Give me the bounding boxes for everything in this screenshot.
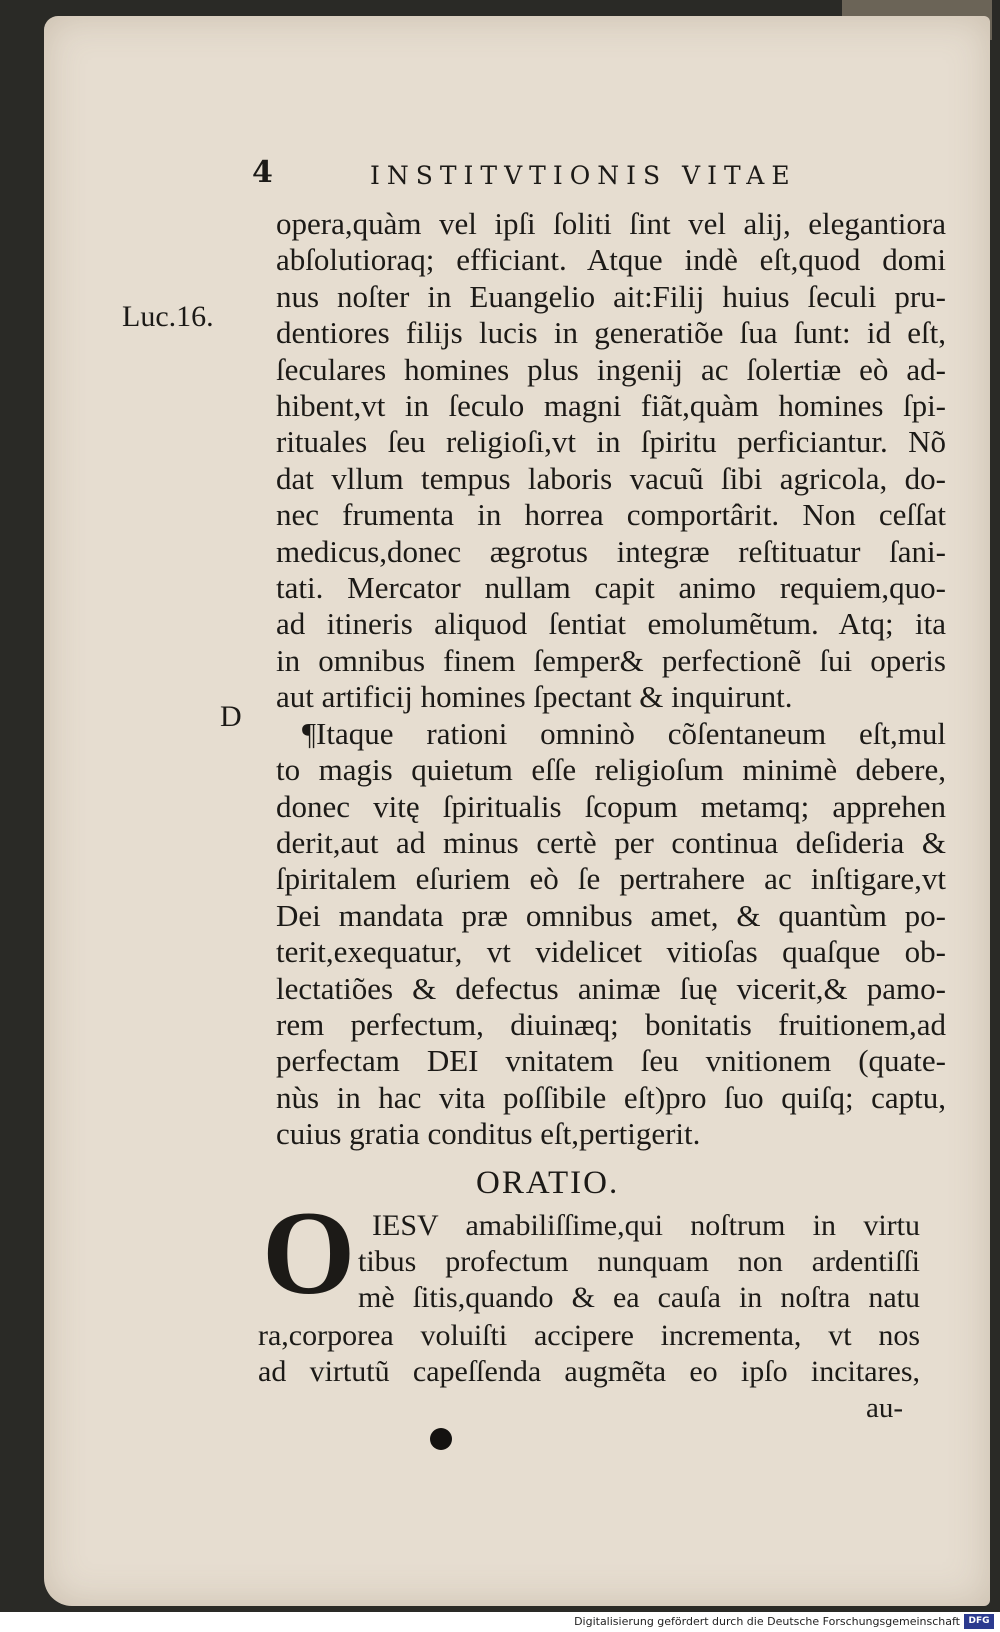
text-line: opera,quàm vel ipſi ſoliti ſint vel alij, elegantiora — [276, 206, 946, 241]
body-text — [276, 206, 946, 1153]
text-line: perfectam DEI vnitatem ſeu vnitionem (quate- — [276, 1043, 946, 1079]
dfg-logo: DFG — [964, 1614, 994, 1629]
text-line: medicus,donec ægrotus integræ reſtituatur ſani- — [276, 533, 946, 569]
ink-dot — [430, 1428, 452, 1450]
funding-credit: Digitalisierung gefördert durch die Deutsche Forschungsgemeinschaft — [574, 1615, 960, 1628]
margin-reference-luke: Luc.16. — [122, 300, 214, 333]
catchword: au- — [866, 1392, 904, 1424]
text-line: Dei mandata præ omnibus amet, & quantùm po- — [276, 897, 946, 933]
oratio-line: ad virtutũ capeſſenda augmẽta eo ipſo incitares, — [258, 1355, 920, 1388]
text-line: cuius gratia conditus eſt,pertigerit. — [276, 1116, 701, 1152]
oratio-line: mè ſitis,quando & ea cauſa in noſtra natu — [358, 1281, 920, 1314]
text-line: lectatiões & defectus animæ ſuę vicerit,& pamo- — [276, 970, 946, 1006]
oratio-line: ra,corporea voluiſti accipere incrementa, vt nos — [258, 1319, 920, 1352]
text-line: rem perfectum, diuinæq; bonitatis fruitionem,ad — [276, 1006, 946, 1042]
text-line: ſpiritalem eſuriem eò ſe pertrahere ac inſtigare,vt — [276, 861, 946, 897]
text-line: to magis quietum eſſe religioſum minimè debere, — [276, 752, 946, 788]
oratio-heading: ORATIO. — [476, 1165, 620, 1201]
text-line: in omnibus finem ſemper& perfectionẽ ſui operis — [276, 642, 946, 678]
paragraph-start-line: ¶Itaque rationi omninò cõſentaneum eſt,mul — [302, 715, 946, 751]
text-line: derit,aut ad minus certè per continua deſideria & — [276, 824, 946, 860]
text-line: ad itineris aliquod ſentiat emolumẽtum. Atq; ita — [276, 606, 946, 642]
text-line: dentiores filijs lucis in generatiõe ſua ſunt: id eſt, — [276, 315, 946, 351]
drop-cap-initial: O — [262, 1186, 356, 1319]
text-line: abſolutioraq; efficiant. Atque indè eſt,quod domi — [276, 242, 946, 278]
text-line: nùs in hac vita poſſibile eſt)pro ſuo quiſq; captu, — [276, 1079, 946, 1115]
text-line: terit,exequatur, vt videlicet vitioſas quaſque ob- — [276, 934, 946, 970]
text-line: nec frumenta in horrea comportârit. Non ceſſat — [276, 497, 946, 533]
text-line: tati. Mercator nullam capit animo requiem,quo- — [276, 570, 946, 606]
text-line: dat vllum tempus laboris vacuũ ſibi agricola, do- — [276, 460, 946, 496]
page-header — [0, 155, 1000, 195]
text-line: rituales ſeu religioſi,vt in ſpiritu perficiantur. Nõ — [276, 424, 946, 460]
text-line: aut artificij homines ſpectant & inquirunt. — [276, 679, 793, 715]
text-line: donec vitę ſpiritualis ſcopum metamq; apprehen — [276, 788, 946, 824]
text-line: nus noſter in Euangelio ait:Filij huius ſeculi pru- — [276, 278, 946, 314]
oratio-line: tibus profectum nunquam non ardentiſſi — [358, 1245, 920, 1278]
running-title: INSTITVTIONIS VITAE — [370, 161, 797, 190]
text-line: hibent,vt in ſeculo magni fiãt,quàm homines ſpi- — [276, 388, 946, 424]
text-line: ſeculares homines plus ingenij ac ſolertiæ eò ad- — [276, 351, 946, 387]
margin-section-letter: D — [220, 700, 242, 733]
oratio-line: IESV amabiliſſime,qui noſtrum in virtu — [372, 1209, 920, 1242]
footer-bar — [0, 1612, 1000, 1632]
page-number: 4 — [252, 155, 273, 190]
